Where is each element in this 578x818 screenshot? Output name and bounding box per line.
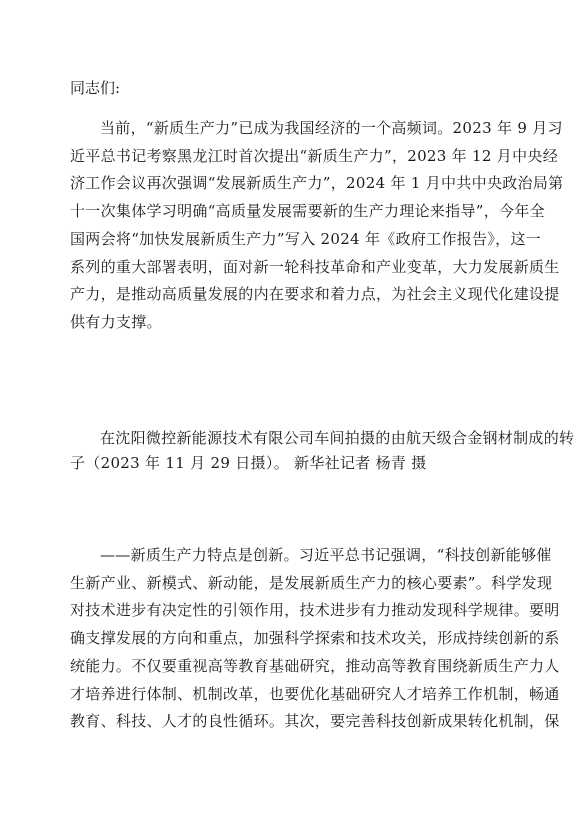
paragraph-line: 国两会将“加快发展新质生产力”写入 2024 年《政府工作报告》，这一 xyxy=(70,229,542,248)
paragraph-line: 对技术进步有决定性的引领作用，技术进步有力推动发现科学规律。要明 xyxy=(70,601,560,620)
paragraph-line: 济工作会议再次强调“发展新质生产力”，2024 年 1 月中共中央政治局第 xyxy=(70,174,564,193)
salutation: 同志们: xyxy=(70,79,121,97)
paragraph-line: 教育、科技、人才的良性循环。其次，要完善科技创新成果转化机制，保 xyxy=(70,712,560,731)
paragraph-innovation xyxy=(70,542,560,736)
paragraph-line: 系列的重大部署表明，面对新一轮科技革命和产业变革，大力发展新质生 xyxy=(70,257,560,276)
paragraph-line: 当前，“新质生产力”已成为我国经济的一个高频词。2023 年 9 月习 xyxy=(100,119,563,137)
caption-line: 子（2023 年 11 月 29 日摄）。 新华社记者 杨青 摄 xyxy=(70,454,427,472)
paragraph-line: 确支撑发展的方向和重点，加强科学探索和技术攻关，形成持续创新的系 xyxy=(70,629,560,648)
paragraph-line: ——新质生产力特点是创新。习近平总书记强调，“科技创新能够催 xyxy=(100,546,552,564)
paragraph-line: 供有力支撑。 xyxy=(70,312,162,331)
photo-caption xyxy=(70,426,575,476)
paragraph-line: 才培养进行体制、机制改革，也要优化基础研究人才培养工作机制，畅通 xyxy=(70,684,560,703)
paragraph-line: 统能力。不仅要重视高等教育基础研究，推动高等教育围绕新质生产力人 xyxy=(70,656,560,675)
paragraph-intro xyxy=(70,115,564,337)
paragraph-line: 十一次集体学习明确“高质量发展需要新的生产力理论来指导”，今年全 xyxy=(70,202,545,221)
paragraph-line: 生新产业、新模式、新动能，是发展新质生产力的核心要素”。科学发现 xyxy=(70,573,553,592)
caption-line: 在沈阳微控新能源技术有限公司车间拍摄的由航天级合金钢材制成的转 xyxy=(100,429,575,447)
paragraph-line: 产力，是推动高质量发展的内在要求和着力点，为社会主义现代化建设提 xyxy=(70,285,560,304)
paragraph-line: 近平总书记考察黑龙江时首次提出“新质生产力”，2023 年 12 月中央经 xyxy=(70,146,559,165)
